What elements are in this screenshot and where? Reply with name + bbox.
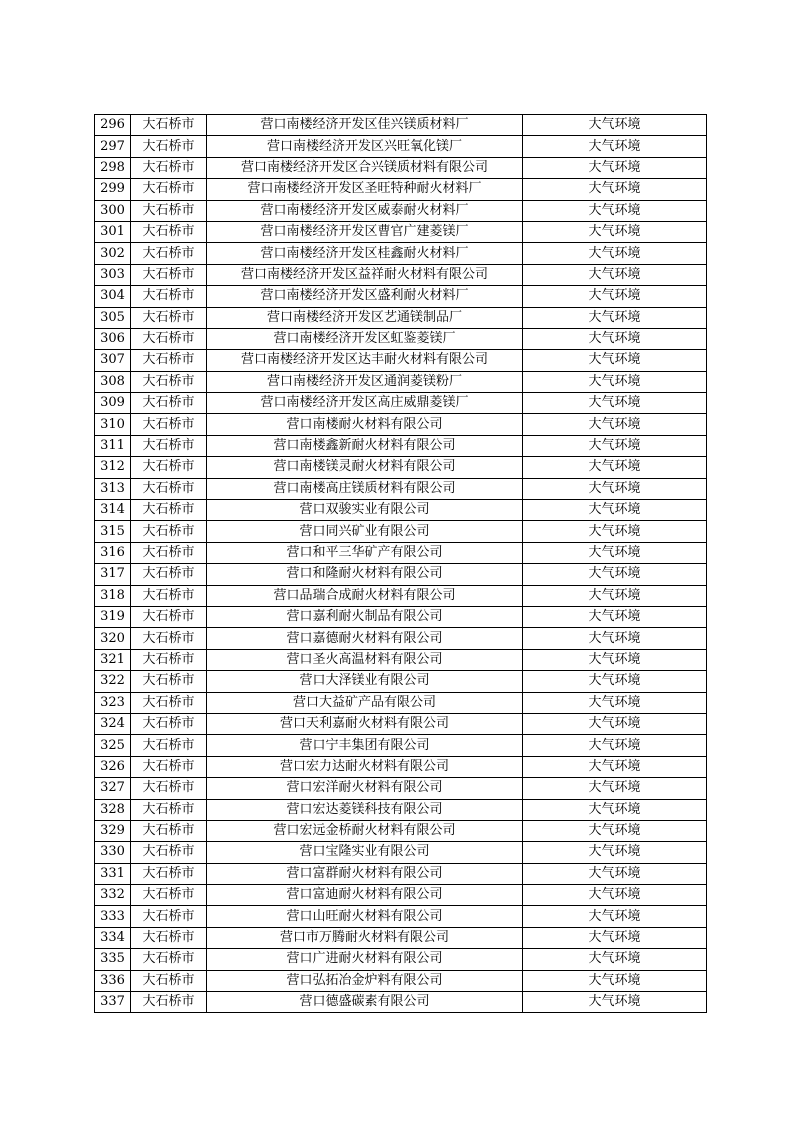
category-cell: 大气环境	[523, 799, 707, 820]
table-row	[95, 286, 707, 307]
table-row	[95, 949, 707, 970]
row-number-cell: 313	[95, 478, 131, 499]
company-name-cell: 营口南楼经济开发区威泰耐火材料厂	[207, 200, 523, 221]
table-row	[95, 606, 707, 627]
city-cell: 大石桥市	[131, 328, 207, 349]
table-row	[95, 542, 707, 563]
table-row	[95, 799, 707, 820]
row-number-cell: 307	[95, 350, 131, 371]
category-cell: 大气环境	[523, 457, 707, 478]
row-number-cell: 335	[95, 949, 131, 970]
category-cell: 大气环境	[523, 564, 707, 585]
city-cell: 大石桥市	[131, 200, 207, 221]
company-name-cell: 营口和隆耐火材料有限公司	[207, 564, 523, 585]
table-row	[95, 628, 707, 649]
company-name-cell: 营口宏洋耐火材料有限公司	[207, 778, 523, 799]
city-cell: 大石桥市	[131, 842, 207, 863]
category-cell: 大气环境	[523, 286, 707, 307]
city-cell: 大石桥市	[131, 992, 207, 1013]
row-number-cell: 302	[95, 243, 131, 264]
company-name-cell: 营口南楼经济开发区通润菱镁粉厂	[207, 371, 523, 392]
company-name-cell: 营口南楼耐火材料有限公司	[207, 414, 523, 435]
city-cell: 大石桥市	[131, 542, 207, 563]
company-name-cell: 营口广进耐火材料有限公司	[207, 949, 523, 970]
company-name-cell: 营口宁丰集团有限公司	[207, 735, 523, 756]
company-name-cell: 营口南楼经济开发区益祥耐火材料有限公司	[207, 264, 523, 285]
category-cell: 大气环境	[523, 157, 707, 178]
company-name-cell: 营口南楼高庄镁质材料有限公司	[207, 478, 523, 499]
category-cell: 大气环境	[523, 371, 707, 392]
table-row	[95, 307, 707, 328]
city-cell: 大石桥市	[131, 564, 207, 585]
row-number-cell: 321	[95, 649, 131, 670]
row-number-cell: 312	[95, 457, 131, 478]
table-row	[95, 649, 707, 670]
table-row	[95, 179, 707, 200]
city-cell: 大石桥市	[131, 820, 207, 841]
table-row	[95, 435, 707, 456]
table-row	[95, 885, 707, 906]
city-cell: 大石桥市	[131, 136, 207, 157]
category-cell: 大气环境	[523, 692, 707, 713]
city-cell: 大石桥市	[131, 671, 207, 692]
row-number-cell: 304	[95, 286, 131, 307]
city-cell: 大石桥市	[131, 371, 207, 392]
row-number-cell: 301	[95, 221, 131, 242]
row-number-cell: 300	[95, 200, 131, 221]
row-number-cell: 326	[95, 756, 131, 777]
city-cell: 大石桥市	[131, 478, 207, 499]
city-cell: 大石桥市	[131, 735, 207, 756]
table-row	[95, 820, 707, 841]
company-name-cell: 营口和平三华矿产有限公司	[207, 542, 523, 563]
row-number-cell: 318	[95, 585, 131, 606]
table-row	[95, 863, 707, 884]
category-cell: 大气环境	[523, 542, 707, 563]
city-cell: 大石桥市	[131, 713, 207, 734]
city-cell: 大石桥市	[131, 221, 207, 242]
category-cell: 大气环境	[523, 649, 707, 670]
row-number-cell: 308	[95, 371, 131, 392]
table-row	[95, 457, 707, 478]
table-row	[95, 778, 707, 799]
company-name-cell: 营口南楼经济开发区虹鉴菱镁厂	[207, 328, 523, 349]
table-row	[95, 713, 707, 734]
row-number-cell: 297	[95, 136, 131, 157]
row-number-cell: 306	[95, 328, 131, 349]
category-cell: 大气环境	[523, 906, 707, 927]
row-number-cell: 305	[95, 307, 131, 328]
category-cell: 大气环境	[523, 585, 707, 606]
row-number-cell: 315	[95, 521, 131, 542]
table-row	[95, 350, 707, 371]
table-row	[95, 992, 707, 1013]
company-name-cell: 营口德盛碳素有限公司	[207, 992, 523, 1013]
city-cell: 大石桥市	[131, 606, 207, 627]
company-name-cell: 营口南楼鑫新耐火材料有限公司	[207, 435, 523, 456]
category-cell: 大气环境	[523, 885, 707, 906]
company-name-cell: 营口天利嘉耐火材料有限公司	[207, 713, 523, 734]
category-cell: 大气环境	[523, 671, 707, 692]
row-number-cell: 319	[95, 606, 131, 627]
city-cell: 大石桥市	[131, 500, 207, 521]
city-cell: 大石桥市	[131, 692, 207, 713]
company-name-cell: 营口大泽镁业有限公司	[207, 671, 523, 692]
city-cell: 大石桥市	[131, 115, 207, 136]
table-row	[95, 393, 707, 414]
company-name-cell: 营口品瑞合成耐火材料有限公司	[207, 585, 523, 606]
category-cell: 大气环境	[523, 435, 707, 456]
table-row	[95, 221, 707, 242]
category-cell: 大气环境	[523, 628, 707, 649]
table-row	[95, 115, 707, 136]
category-cell: 大气环境	[523, 778, 707, 799]
company-name-cell: 营口弘拓冶金炉料有限公司	[207, 970, 523, 991]
row-number-cell: 324	[95, 713, 131, 734]
company-name-cell: 营口富群耐火材料有限公司	[207, 863, 523, 884]
category-cell: 大气环境	[523, 863, 707, 884]
row-number-cell: 298	[95, 157, 131, 178]
table-row	[95, 328, 707, 349]
category-cell: 大气环境	[523, 200, 707, 221]
company-name-cell: 营口嘉利耐火制品有限公司	[207, 606, 523, 627]
company-name-cell: 营口富迪耐火材料有限公司	[207, 885, 523, 906]
row-number-cell: 330	[95, 842, 131, 863]
table-row	[95, 478, 707, 499]
table-row	[95, 671, 707, 692]
company-table-body	[95, 115, 707, 1013]
company-name-cell: 营口市万腾耐火材料有限公司	[207, 927, 523, 948]
row-number-cell: 310	[95, 414, 131, 435]
city-cell: 大石桥市	[131, 628, 207, 649]
category-cell: 大气环境	[523, 820, 707, 841]
table-row	[95, 756, 707, 777]
company-name-cell: 营口南楼经济开发区合兴镁质材料有限公司	[207, 157, 523, 178]
table-row	[95, 906, 707, 927]
category-cell: 大气环境	[523, 949, 707, 970]
category-cell: 大气环境	[523, 521, 707, 542]
city-cell: 大石桥市	[131, 286, 207, 307]
company-name-cell: 营口双骏实业有限公司	[207, 500, 523, 521]
company-name-cell: 营口南楼经济开发区圣旺特种耐火材料厂	[207, 179, 523, 200]
category-cell: 大气环境	[523, 970, 707, 991]
city-cell: 大石桥市	[131, 927, 207, 948]
row-number-cell: 299	[95, 179, 131, 200]
city-cell: 大石桥市	[131, 414, 207, 435]
table-row	[95, 521, 707, 542]
table-row	[95, 157, 707, 178]
table-row	[95, 692, 707, 713]
company-name-cell: 营口宏达菱镁科技有限公司	[207, 799, 523, 820]
city-cell: 大石桥市	[131, 157, 207, 178]
table-row	[95, 970, 707, 991]
company-name-cell: 营口南楼镁灵耐火材料有限公司	[207, 457, 523, 478]
row-number-cell: 314	[95, 500, 131, 521]
table-row	[95, 371, 707, 392]
row-number-cell: 323	[95, 692, 131, 713]
row-number-cell: 317	[95, 564, 131, 585]
table-row	[95, 243, 707, 264]
row-number-cell: 333	[95, 906, 131, 927]
category-cell: 大气环境	[523, 478, 707, 499]
table-row	[95, 585, 707, 606]
city-cell: 大石桥市	[131, 393, 207, 414]
table-row	[95, 414, 707, 435]
row-number-cell: 309	[95, 393, 131, 414]
company-name-cell: 营口南楼经济开发区桂鑫耐火材料厂	[207, 243, 523, 264]
company-name-cell: 营口圣火高温材料有限公司	[207, 649, 523, 670]
company-name-cell: 营口山旺耐火材料有限公司	[207, 906, 523, 927]
category-cell: 大气环境	[523, 328, 707, 349]
city-cell: 大石桥市	[131, 264, 207, 285]
row-number-cell: 327	[95, 778, 131, 799]
category-cell: 大气环境	[523, 243, 707, 264]
category-cell: 大气环境	[523, 756, 707, 777]
city-cell: 大石桥市	[131, 949, 207, 970]
table-row	[95, 927, 707, 948]
category-cell: 大气环境	[523, 927, 707, 948]
city-cell: 大石桥市	[131, 435, 207, 456]
city-cell: 大石桥市	[131, 457, 207, 478]
table-row	[95, 564, 707, 585]
company-name-cell: 营口南楼经济开发区曹官广建菱镁厂	[207, 221, 523, 242]
city-cell: 大石桥市	[131, 885, 207, 906]
city-cell: 大石桥市	[131, 307, 207, 328]
category-cell: 大气环境	[523, 842, 707, 863]
company-name-cell: 营口南楼经济开发区盛利耐火材料厂	[207, 286, 523, 307]
city-cell: 大石桥市	[131, 906, 207, 927]
category-cell: 大气环境	[523, 606, 707, 627]
row-number-cell: 320	[95, 628, 131, 649]
table-row	[95, 136, 707, 157]
row-number-cell: 311	[95, 435, 131, 456]
category-cell: 大气环境	[523, 735, 707, 756]
row-number-cell: 331	[95, 863, 131, 884]
row-number-cell: 337	[95, 992, 131, 1013]
category-cell: 大气环境	[523, 500, 707, 521]
city-cell: 大石桥市	[131, 585, 207, 606]
company-table	[94, 114, 707, 1013]
table-row	[95, 500, 707, 521]
category-cell: 大气环境	[523, 221, 707, 242]
city-cell: 大石桥市	[131, 179, 207, 200]
company-name-cell: 营口南楼经济开发区兴旺氧化镁厂	[207, 136, 523, 157]
company-name-cell: 营口南楼经济开发区达丰耐火材料有限公司	[207, 350, 523, 371]
row-number-cell: 336	[95, 970, 131, 991]
city-cell: 大石桥市	[131, 521, 207, 542]
company-name-cell: 营口大益矿产品有限公司	[207, 692, 523, 713]
company-name-cell: 营口南楼经济开发区高庄威鼎菱镁厂	[207, 393, 523, 414]
city-cell: 大石桥市	[131, 649, 207, 670]
city-cell: 大石桥市	[131, 350, 207, 371]
table-row	[95, 200, 707, 221]
row-number-cell: 303	[95, 264, 131, 285]
row-number-cell: 329	[95, 820, 131, 841]
row-number-cell: 325	[95, 735, 131, 756]
company-name-cell: 营口南楼经济开发区佳兴镁质材料厂	[207, 115, 523, 136]
category-cell: 大气环境	[523, 414, 707, 435]
category-cell: 大气环境	[523, 713, 707, 734]
row-number-cell: 328	[95, 799, 131, 820]
table-row	[95, 842, 707, 863]
row-number-cell: 332	[95, 885, 131, 906]
city-cell: 大石桥市	[131, 756, 207, 777]
city-cell: 大石桥市	[131, 799, 207, 820]
category-cell: 大气环境	[523, 115, 707, 136]
company-name-cell: 营口嘉德耐火材料有限公司	[207, 628, 523, 649]
city-cell: 大石桥市	[131, 863, 207, 884]
category-cell: 大气环境	[523, 350, 707, 371]
city-cell: 大石桥市	[131, 778, 207, 799]
category-cell: 大气环境	[523, 179, 707, 200]
company-name-cell: 营口南楼经济开发区艺通镁制品厂	[207, 307, 523, 328]
row-number-cell: 322	[95, 671, 131, 692]
category-cell: 大气环境	[523, 136, 707, 157]
row-number-cell: 316	[95, 542, 131, 563]
row-number-cell: 296	[95, 115, 131, 136]
company-name-cell: 营口宏远金桥耐火材料有限公司	[207, 820, 523, 841]
table-row	[95, 735, 707, 756]
table-row	[95, 264, 707, 285]
category-cell: 大气环境	[523, 307, 707, 328]
category-cell: 大气环境	[523, 992, 707, 1013]
row-number-cell: 334	[95, 927, 131, 948]
category-cell: 大气环境	[523, 264, 707, 285]
company-name-cell: 营口宝隆实业有限公司	[207, 842, 523, 863]
category-cell: 大气环境	[523, 393, 707, 414]
city-cell: 大石桥市	[131, 243, 207, 264]
city-cell: 大石桥市	[131, 970, 207, 991]
company-name-cell: 营口同兴矿业有限公司	[207, 521, 523, 542]
company-name-cell: 营口宏力达耐火材料有限公司	[207, 756, 523, 777]
